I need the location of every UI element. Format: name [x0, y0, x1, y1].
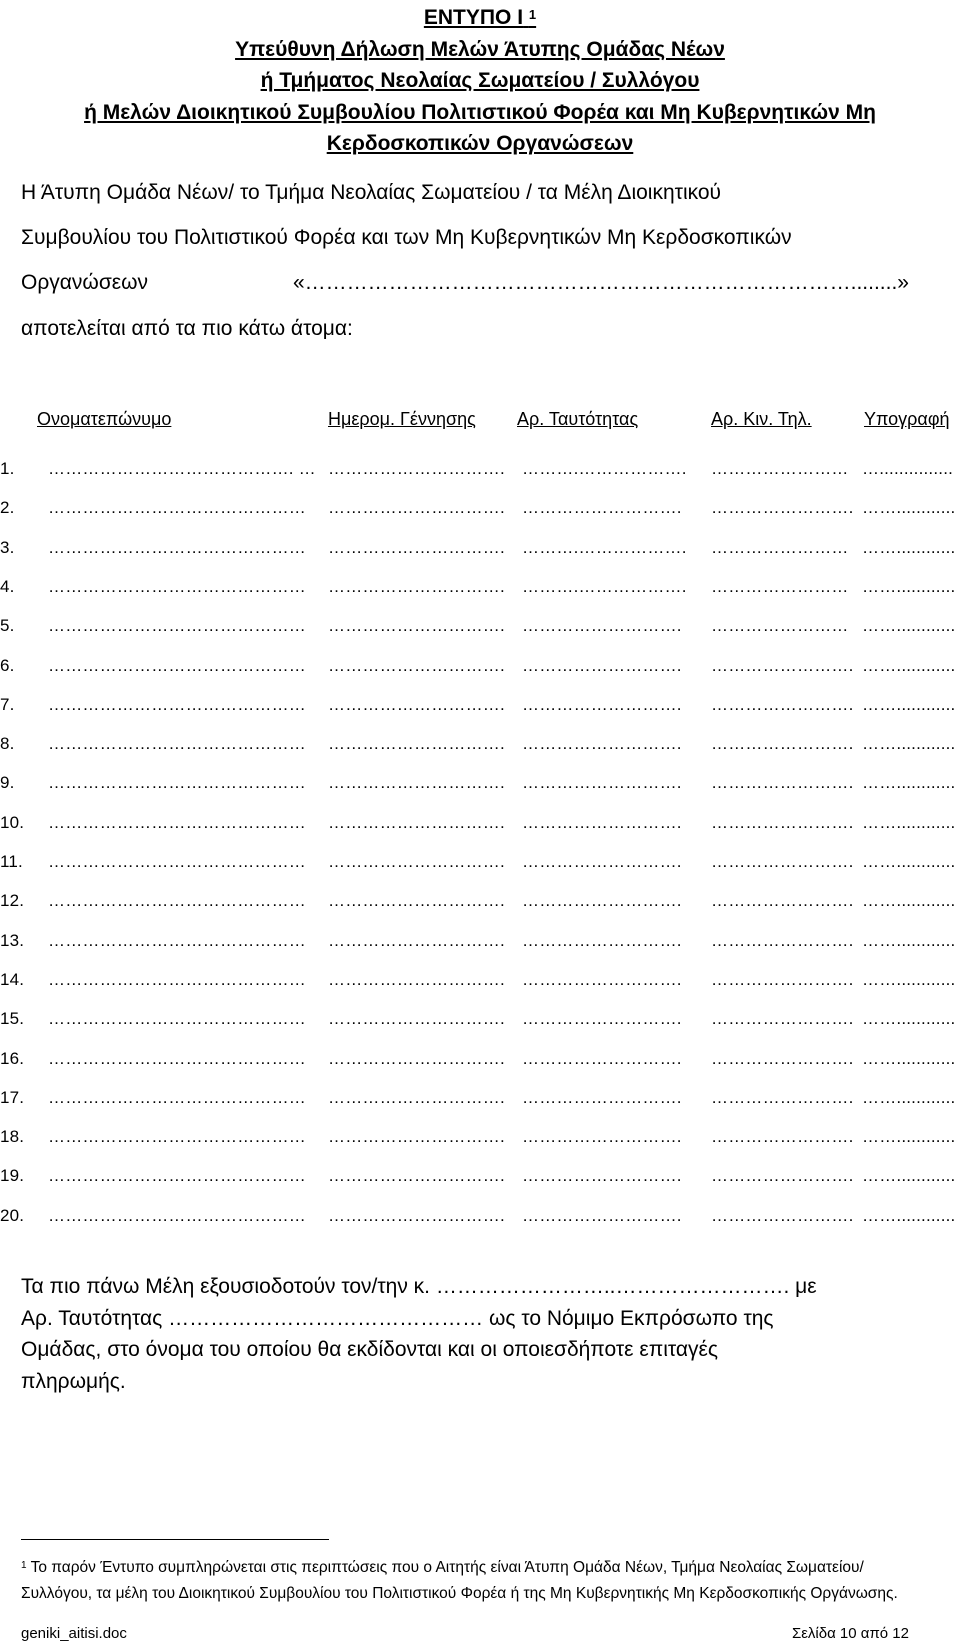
- signature-field[interactable]: ……............: [862, 773, 956, 793]
- row-number: 14.: [0, 969, 25, 989]
- mobile-field[interactable]: …………………….: [711, 1009, 854, 1029]
- mobile-field[interactable]: …………………….: [711, 1205, 854, 1225]
- mobile-field[interactable]: …………………….: [711, 773, 854, 793]
- header-id-number: Αρ. Ταυτότητας: [517, 409, 639, 429]
- form-title: [0, 2, 960, 160]
- id-number-field[interactable]: ……………………….: [522, 498, 682, 518]
- closing-line-2: Αρ. Ταυτότητας ……………………………………… ως το Νόμιμο Εκπρόσωπο της: [21, 1306, 774, 1330]
- table-row: [0, 931, 960, 970]
- footnote-reference: 1: [528, 7, 537, 22]
- row-number: 11.: [0, 852, 23, 871]
- footer-filename: geniki_aitisi.doc: [21, 1625, 127, 1642]
- signature-field[interactable]: ……............: [862, 1166, 956, 1186]
- footnote: [21, 1555, 921, 1606]
- footnote-separator: [21, 1539, 329, 1540]
- birth-date-field[interactable]: ………………………….: [328, 891, 505, 911]
- header-full-name: Ονοματεπώνυμο: [37, 409, 172, 429]
- intro-line-1: Η Άτυπη Ομάδα Νέων/ το Τμήμα Νεολαίας Σωματείου / τα Μέλη Διοικητικού: [21, 181, 722, 204]
- mobile-field[interactable]: …………………….: [711, 812, 854, 832]
- id-number-field[interactable]: ……………………….: [522, 891, 682, 911]
- id-number-field[interactable]: ……………………….: [522, 655, 682, 675]
- table-row: [0, 1009, 960, 1048]
- signature-field[interactable]: ……............: [862, 1205, 956, 1225]
- birth-date-field[interactable]: ………………………….: [328, 537, 505, 557]
- signature-field[interactable]: ……............: [862, 1087, 956, 1107]
- full-name-field[interactable]: ………………………………………: [48, 1009, 306, 1029]
- signature-field[interactable]: ……............: [862, 616, 956, 636]
- table-row: [0, 695, 960, 734]
- birth-date-field[interactable]: ………………………….: [328, 1166, 505, 1186]
- full-name-field[interactable]: ………………………………………: [48, 655, 306, 675]
- signature-field[interactable]: ……............: [862, 812, 956, 832]
- closing-line-1: Τα πιο πάνω Μέλη εξουσιοδοτούν τον/την κ. ……………………..……………………. με: [21, 1275, 817, 1298]
- birth-date-field[interactable]: ………………………….: [328, 930, 505, 950]
- table-row: [0, 1049, 960, 1088]
- full-name-field[interactable]: ………………………………………: [48, 930, 306, 950]
- mobile-field[interactable]: …………………….: [711, 694, 854, 714]
- full-name-field[interactable]: ………………………………………: [48, 694, 306, 714]
- id-number-field[interactable]: ……………………….: [522, 734, 682, 754]
- mobile-field[interactable]: …………………….: [711, 891, 854, 911]
- birth-date-field[interactable]: ………………………….: [328, 459, 505, 478]
- full-name-field[interactable]: ………………………………………: [48, 1205, 306, 1225]
- id-number-field[interactable]: ……………………….: [522, 616, 682, 636]
- birth-date-field[interactable]: ………………………….: [328, 694, 505, 714]
- closing-line-4: πληρωμής.: [21, 1369, 126, 1393]
- row-number: 4.: [0, 576, 15, 596]
- signature-field[interactable]: ……............: [862, 537, 956, 557]
- full-name-field[interactable]: ………………………………………: [48, 734, 306, 754]
- id-number-field[interactable]: ……………………….: [522, 852, 682, 871]
- header-mobile: Αρ. Κιν. Τηλ.: [711, 409, 812, 429]
- group-name-blank[interactable]: «……………………………………………………………………........»: [292, 271, 909, 294]
- signature-field[interactable]: ……............: [862, 734, 956, 754]
- id-number-field[interactable]: ……………………….: [522, 1127, 682, 1147]
- signature-field[interactable]: …...............: [862, 459, 954, 478]
- row-number: 6.: [0, 655, 15, 675]
- full-name-field[interactable]: ………………………………………: [48, 537, 306, 557]
- row-number: 13.: [0, 930, 25, 950]
- birth-date-field[interactable]: ………………………….: [328, 1127, 505, 1147]
- row-number: 3.: [0, 537, 15, 557]
- row-number: 12.: [0, 891, 25, 911]
- header-birth-date: Ημερομ. Γέννησης: [328, 409, 476, 429]
- table-row: [0, 498, 960, 537]
- signature-field[interactable]: ……............: [862, 655, 956, 675]
- table-row: [0, 813, 960, 852]
- full-name-field[interactable]: ………………………………………: [48, 812, 306, 832]
- mobile-field[interactable]: …………………….: [711, 969, 854, 989]
- row-number: 15.: [0, 1009, 25, 1029]
- signature-field[interactable]: ……............: [862, 969, 956, 989]
- table-row: [0, 773, 960, 812]
- signature-field[interactable]: ……............: [862, 891, 956, 911]
- signature-field[interactable]: ……............: [862, 576, 956, 596]
- id-number-field[interactable]: ……….……………….: [522, 459, 687, 478]
- full-name-field[interactable]: ………………………………………: [48, 1087, 306, 1107]
- full-name-field[interactable]: ………………………………………: [48, 1048, 306, 1068]
- title-line-3: ή Τμήματος Νεολαίας Σωματείου / Συλλόγου: [260, 69, 700, 92]
- intro-line-4: αποτελείται από τα πιο κάτω άτομα:: [21, 317, 353, 340]
- mobile-field[interactable]: …………………….: [711, 734, 854, 754]
- title-line-5: Κερδοσκοπικών Οργανώσεων: [326, 132, 634, 155]
- birth-date-field[interactable]: ………………………….: [328, 576, 505, 596]
- birth-date-field[interactable]: ………………………….: [328, 773, 505, 793]
- table-row: [0, 459, 960, 498]
- row-number: 18.: [0, 1127, 25, 1147]
- row-number: 8.: [0, 734, 15, 754]
- signature-field[interactable]: ……............: [862, 498, 956, 518]
- id-number-field[interactable]: ……………………….: [522, 773, 682, 793]
- full-name-field[interactable]: ………………………………………: [48, 773, 306, 793]
- birth-date-field[interactable]: ………………………….: [328, 1048, 505, 1068]
- table-row: [0, 656, 960, 695]
- signature-field[interactable]: ……............: [862, 852, 956, 871]
- id-number-field[interactable]: ……….……………….: [522, 537, 687, 557]
- birth-date-field[interactable]: ………………………….: [328, 1009, 505, 1029]
- mobile-field[interactable]: ……………………: [711, 537, 849, 557]
- full-name-field[interactable]: ………………………………………: [48, 498, 306, 518]
- id-number-field[interactable]: ……….……………….: [522, 576, 687, 596]
- full-name-field[interactable]: ………………………………………: [48, 1127, 306, 1147]
- id-number-field[interactable]: ……………………….: [522, 1048, 682, 1068]
- table-row: [0, 577, 960, 616]
- row-number: 10.: [0, 812, 25, 832]
- table-row: [0, 734, 960, 773]
- table-row: [0, 1088, 960, 1127]
- full-name-field[interactable]: ………………………………………: [48, 1166, 306, 1186]
- id-number-field[interactable]: ……………………….: [522, 930, 682, 950]
- table-row: [0, 616, 960, 655]
- row-number: 7.: [0, 694, 15, 714]
- authorization-paragraph: [21, 1271, 909, 1397]
- row-number: 19.: [0, 1166, 25, 1186]
- full-name-field[interactable]: ………………………………………: [48, 891, 306, 911]
- table-row: [0, 852, 960, 891]
- id-number-field[interactable]: ……………………….: [522, 694, 682, 714]
- row-number: 2.: [0, 498, 15, 518]
- footer-page-number: Σελίδα 10 από 12: [791, 1625, 909, 1642]
- organizations-word: Οργανώσεων: [21, 271, 149, 294]
- signature-field[interactable]: ……............: [862, 1009, 956, 1029]
- mobile-field[interactable]: …………………….: [711, 1166, 854, 1186]
- mobile-field[interactable]: …………………….: [711, 930, 854, 950]
- full-name-field[interactable]: ………………………………………: [48, 852, 306, 871]
- header-signature: Υπογραφή: [864, 409, 950, 429]
- footnote-text: Το παρόν Έντυπο συμπληρώνεται στις περιπτώσεις που ο Αιτητής είναι Άτυπη Ομάδα Νέων, Τμήμα Νεολαίας Σωματείου/ Συλλόγου, τα μέλη του Διοικητικού Συμβουλίου του Πολιτιστικού Φορέα ή της Μη Κυβερνητικής Μη Κερδοσκοπικής Οργάνωσης.: [21, 1559, 898, 1602]
- mobile-field[interactable]: ……………………: [711, 576, 849, 596]
- table-row: [0, 1166, 960, 1205]
- row-number: 20.: [0, 1205, 25, 1225]
- signature-field[interactable]: ……............: [862, 694, 956, 714]
- intro-line-2: Συμβουλίου του Πολιτιστικού Φορέα και των Μη Κυβερνητικών Μη Κερδοσκοπικών: [21, 226, 792, 249]
- table-row: [0, 538, 960, 577]
- signature-field[interactable]: ……............: [862, 1048, 956, 1068]
- id-number-field[interactable]: ……………………….: [522, 969, 682, 989]
- intro-line-3: [21, 271, 909, 295]
- closing-line-3: Ομάδας, στο όνομα του οποίου θα εκδίδονται και οι οποιεσδήποτε επιταγές: [21, 1338, 719, 1361]
- birth-date-field[interactable]: ………………………….: [328, 655, 505, 675]
- full-name-field[interactable]: ………………………………………: [48, 616, 306, 636]
- table-row: [0, 891, 960, 930]
- signature-field[interactable]: ……............: [862, 1127, 956, 1147]
- birth-date-field[interactable]: ………………………….: [328, 498, 505, 518]
- mobile-field[interactable]: ……………………: [711, 459, 849, 478]
- birth-date-field[interactable]: ………………………….: [328, 1205, 505, 1225]
- title-line-4: ή Μελών Διοικητικού Συμβουλίου Πολιτιστικού Φορέα και Μη Κυβερνητικών Μη: [84, 100, 876, 124]
- mobile-field[interactable]: …………………….: [711, 1127, 854, 1147]
- row-number: 5.: [0, 616, 15, 636]
- birth-date-field[interactable]: ………………………….: [328, 616, 505, 636]
- mobile-field[interactable]: …………………….: [711, 852, 854, 871]
- footnote-mark: 1: [21, 1560, 27, 1571]
- signature-field[interactable]: ……............: [862, 930, 956, 950]
- mobile-field[interactable]: …………………….: [711, 1087, 854, 1107]
- row-number: 9.: [0, 773, 15, 793]
- birth-date-field[interactable]: ………………………….: [328, 1087, 505, 1107]
- full-name-field[interactable]: ……………………………………. …: [48, 459, 316, 478]
- mobile-field[interactable]: …………………….: [711, 655, 854, 675]
- mobile-field[interactable]: ……………………: [711, 616, 849, 636]
- id-number-field[interactable]: ……………………….: [522, 812, 682, 832]
- birth-date-field[interactable]: ………………………….: [328, 812, 505, 832]
- members-table-header: [0, 409, 960, 437]
- birth-date-field[interactable]: ………………………….: [328, 852, 505, 871]
- id-number-field[interactable]: ……………………….: [522, 1166, 682, 1186]
- id-number-field[interactable]: ……………………….: [522, 1009, 682, 1029]
- title-line-2: Υπεύθυνη Δήλωση Μελών Άτυπης Ομάδας Νέων: [235, 37, 725, 61]
- table-row: [0, 970, 960, 1009]
- table-row: [0, 1127, 960, 1166]
- id-number-field[interactable]: ……………………….: [522, 1087, 682, 1107]
- row-number: 1.: [0, 459, 15, 478]
- table-row: [0, 1206, 960, 1245]
- id-number-field[interactable]: ……………………….: [522, 1205, 682, 1225]
- full-name-field[interactable]: ………………………………………: [48, 576, 306, 596]
- birth-date-field[interactable]: ………………………….: [328, 734, 505, 754]
- row-number: 16.: [0, 1048, 25, 1068]
- mobile-field[interactable]: …………………….: [711, 1048, 854, 1068]
- mobile-field[interactable]: …………………….: [711, 498, 854, 518]
- form-heading: ΕΝΤΥΠΟ Ι $^1$: [423, 6, 537, 29]
- row-number: 17.: [0, 1087, 25, 1107]
- birth-date-field[interactable]: ………………………….: [328, 969, 505, 989]
- full-name-field[interactable]: ………………………………………: [48, 969, 306, 989]
